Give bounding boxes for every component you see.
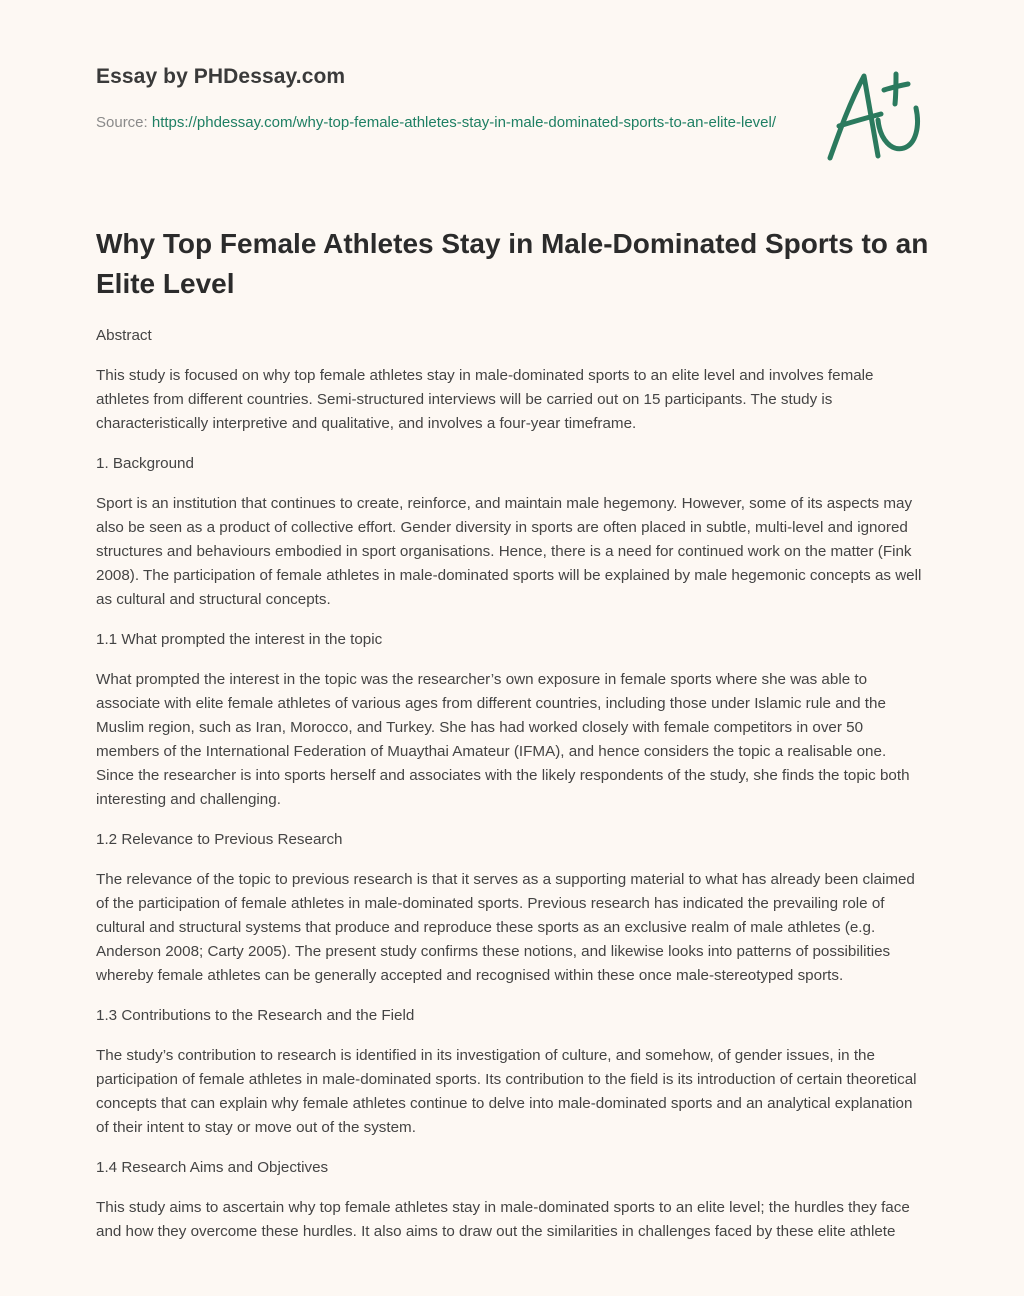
section-1-1-paragraph: What prompted the interest in the topic was the researcher’s own exposure in female sports where she was able to associate with elite female athletes of various ages from different countries, including those under Islamic rule and the Muslim region, such as Iran, Morocco, and Turkey. She has had worked closely with female competitors in over 50 members of the International Federation of Muaythai Amateur (IFMA), and hence considers the topic a realisable one. Since the researcher is into sports herself and associates with the likely respondents of the study, she finds the topic both interesting and challenging. [96, 671, 910, 808]
abstract-heading: Abstract [96, 327, 152, 344]
a-plus-logo-icon [826, 68, 930, 164]
section-1-1-heading: 1.1 What prompted the interest in the topic [96, 631, 383, 648]
section-1-4-paragraph: This study aims to ascertain why top female athletes stay in male-dominated sports to an elite level; the hurdles they face and how they overcome these hurdles. It also aims to draw out the similarities in challenges faced by these elite athlete [96, 1199, 910, 1240]
source-line [96, 111, 786, 135]
essay-body [96, 324, 928, 1260]
abstract-paragraph: This study is focused on why top female athletes stay in male-dominated sports to an elite level and involves female athletes from different countries. Semi-structured interviews will be carried out on 15 participants. The study is characteristically interpretive and qualitative, and involves a four-year timeframe. [96, 367, 874, 432]
section-1-3-paragraph: The study’s contribution to research is identified in its investigation of culture, and somehow, of gender issues, in the participation of female athletes in male-dominated sports. Its contribution to the field is its introduction of certain theoretical concepts that can explain why female athletes continue to delve into male-dominated sports and an analytical explanation of their intent to stay or move out of the system. [96, 1047, 917, 1136]
essay-title: Why Top Female Athletes Stay in Male-Dominated Sports to an Elite Level [96, 228, 929, 299]
brand-title: Essay by PHDessay.com [96, 65, 346, 88]
section-1-2-heading: 1.2 Relevance to Previous Research [96, 831, 343, 848]
section-1-4-heading: 1.4 Research Aims and Objectives [96, 1159, 329, 1176]
source-link[interactable]: https://phdessay.com/why-top-female-athletes-stay-in-male-dominated-sports-to-an-elite-level/ [151, 114, 777, 131]
section-1-3-heading: 1.3 Contributions to the Research and the Field [96, 1007, 415, 1024]
background-paragraph: Sport is an institution that continues to create, reinforce, and maintain male hegemony. However, some of its aspects may also be seen as a product of collective effort. Gender diversity in sports are often placed in subtle, multi-level and ignored structures and behaviours embodied in sport organisations. Hence, there is a need for continued work on the matter (Fink 2008). The participation of female athletes in male-dominated sports will be explained by male hegemonic concepts as well as cultural and structural concepts. [96, 495, 922, 608]
background-heading: 1. Background [96, 455, 194, 472]
section-1-2-paragraph: The relevance of the topic to previous research is that it serves as a supporting material to what has already been claimed of the participation of female athletes in male-dominated sports. Previous research has indicated the prevailing role of cultural and structural systems that produce and reproduce these sports as an exclusive realm of male athletes (e.g. Anderson 2008; Carty 2005). The present study confirms these notions, and likewise looks into patterns of possibilities whereby female athletes can be generally accepted and recognised within these once male-stereotyped sports. [96, 871, 915, 984]
source-label: Source: [96, 114, 148, 131]
